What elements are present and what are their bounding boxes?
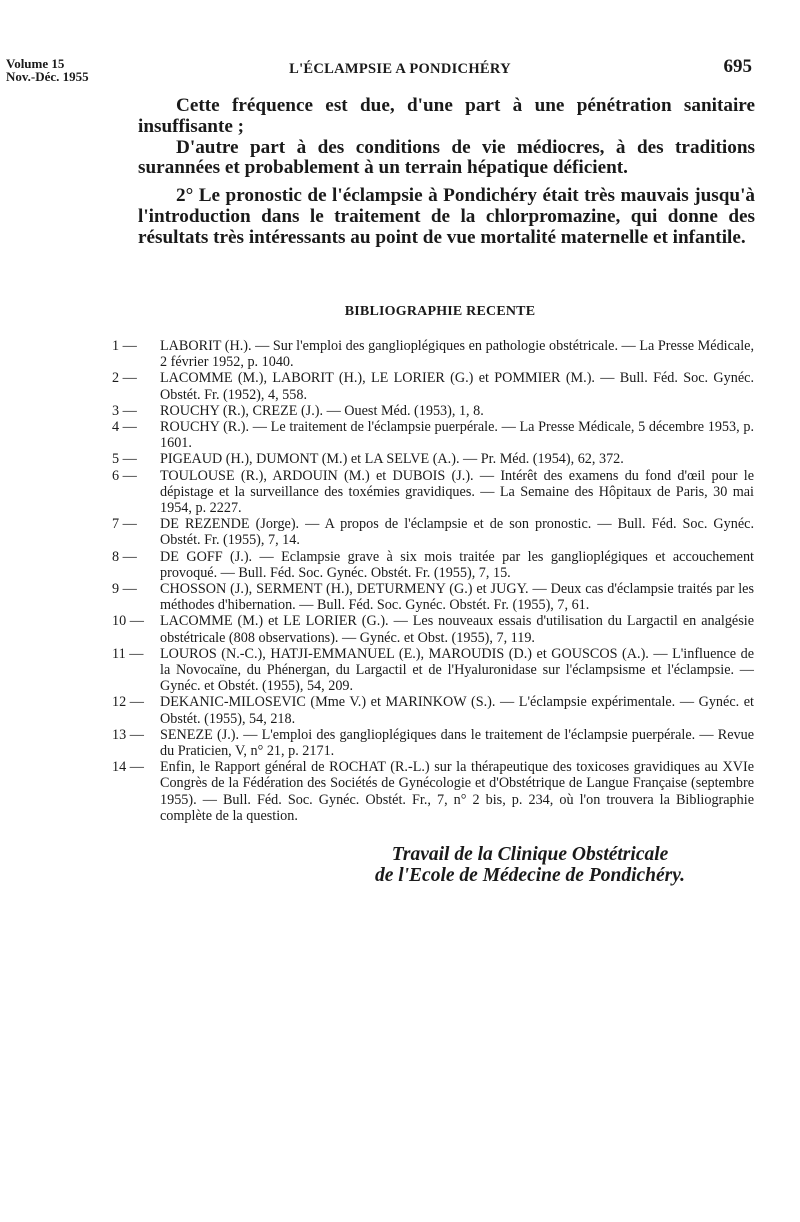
entry-number: 14 — [112,759,144,776]
page-number: 695 [723,56,752,77]
bibliography-entry [112,759,754,824]
entry-number: 7 — [112,516,137,533]
entry-number: 9 — [112,581,137,598]
bibliography-entry [112,581,754,613]
entry-text: SENEZE (J.). — L'emploi des ganglioplégiques dans le traitement de l'éclampsie puerpérale. — Revue du Praticien, V, n° 21, p. 2171. [160,726,754,760]
signature-line-2: de l'Ecole de Médecine de Pondichéry. [374,865,686,886]
paragraph-2: D'autre part à des conditions de vie médiocres, à des traditions surannées et probablement à un terrain hépatique déficient. [138,136,755,179]
bibliography-title: BIBLIOGRAPHIE RECENTE [344,304,536,319]
entry-text: PIGEAUD (H.), DUMONT (M.) et LA SELVE (A.). — Pr. Méd. (1954), 62, 372. [160,451,624,468]
entry-text: ROUCHY (R.). — Le traitement de l'éclampsie puerpérale. — La Presse Médicale, 5 décembre 1953, p. 1601. [160,419,754,452]
bibliography-entry [112,451,754,467]
bibliography-entry [112,419,754,451]
entry-text: DE GOFF (J.). — Eclampsie grave à six mois traitée par les ganglioplégiques et accouchement provoqué. — Bull. Féd. Soc. Gynéc. Obstét. Fr. (1955), 7, 15. [160,548,754,581]
paragraph-1: Cette fréquence est due, d'une part à une pénétration sanitaire insuffisante ; [138,95,755,137]
body-text [138,96,755,249]
bibliography-entry [112,370,754,402]
entry-number: 6 — [112,467,137,484]
bibliography-entry [112,727,754,759]
bibliography-entry [112,646,754,695]
paragraph-3: 2° Le pronostic de l'éclampsie à Pondichéry était très mauvais jusqu'à l'introduction dans le traitement de la chlorpromazine, qui donne des résultats très intéressants au point de vue mortalité maternelle et infantile. [138,185,755,248]
entry-number: 4 — [112,419,137,436]
entry-number: 1 — [112,338,137,354]
entry-number: 2 — [112,370,137,387]
entry-number: 13 — [112,726,144,743]
entry-number: 5 — [112,451,137,468]
bibliography-list [112,338,754,824]
entry-text: LACOMME (M.), LABORIT (H.), LE LORIER (G.) et POMMIER (M.). — Bull. Féd. Soc. Gynéc. Obstét. Fr. (1952), 4, 558. [160,370,754,403]
entry-number: 3 — [112,402,137,419]
entry-number: 11 — [112,645,144,662]
entry-text: Enfin, le Rapport général de ROCHAT (R.-L.) sur la thérapeutique des toxicoses gravidiques au XVIe Congrès de la Fédération des Sociétés de Gynécologie et d'Obstétrique de Langue Française (septembre 1955). — Bull. Féd. Soc. Gynéc. Obstét. Fr., 7, n° 2 bis, p. 234, où l'on trouvera la Bibliographie complète de la question. [160,759,754,824]
bibliography-entry [112,549,754,581]
entry-number: 10 — [112,613,144,630]
entry-text: DEKANIC-MILOSEVIC (Mme V.) et MARINKOW (S.). — L'éclampsie expérimentale. — Gynéc. et Obstét. (1955), 54, 218. [160,694,754,727]
bibliography-entry [112,516,754,548]
entry-text: LACOMME (M.) et LE LORIER (G.). — Les nouveaux essais d'utilisation du Largactil en analgésie obstétricale (808 observations). — Gynéc. et Obst. (1955), 7, 119. [160,613,754,646]
bibliography-entry [112,613,754,645]
entry-text: LOUROS (N.-C.), HATJI-EMMANUEL (E.), MAROUDIS (D.) et GOUSCOS (A.). — L'influence de la Novocaïne, du Phénergan, du Largactil et de l'Hyaluronidase sur l'éclampsisme et l'éclampsie. — Gynéc. et Obstét. (1955), 54, 209. [160,645,754,695]
signature-line-1: Travail de la Clinique Obstétricale [391,844,669,865]
entry-number: 8 — [112,548,137,565]
entry-text: CHOSSON (J.), SERMENT (H.), DETURMENY (G.) et JUGY. — Deux cas d'éclampsie traités par les méthodes d'hibernation. — Bull. Féd. Soc. Gynéc. Obstét. Fr. (1955), 7, 61. [160,581,754,614]
issue-label: Nov.-Déc. 1955 [6,69,89,84]
running-title: L'ÉCLAMPSIE A PONDICHÉRY [289,61,511,77]
entry-number: 12 — [112,694,144,711]
entry-text: TOULOUSE (R.), ARDOUIN (M.) et DUBOIS (J.). — Intérêt des examens du fond d'œil pour le dépistage et la surveillance des toxémies gravidiques. — La Semaine des Hôpitaux de Paris, 30 mai 1954, p. 2227. [160,467,754,517]
bibliography-entry [112,403,754,419]
entry-text: DE REZENDE (Jorge). — A propos de l'éclampsie et de son pronostic. — Bull. Féd. Soc. Gynéc. Obstét. Fr. (1955), 7, 14. [160,516,754,549]
volume-label: Volume 15 [6,56,65,71]
bibliography-entry [112,694,754,726]
bibliography-entry [112,338,754,370]
entry-text: LABORIT (H.). — Sur l'emploi des ganglioplégiques en pathologie obstétricale. — La Presse Médicale, 2 février 1952, p. 1040. [160,338,754,371]
bibliography-entry [112,468,754,517]
entry-text: ROUCHY (R.), CREZE (J.). — Ouest Méd. (1953), 1, 8. [160,402,484,419]
signature [0,844,800,886]
